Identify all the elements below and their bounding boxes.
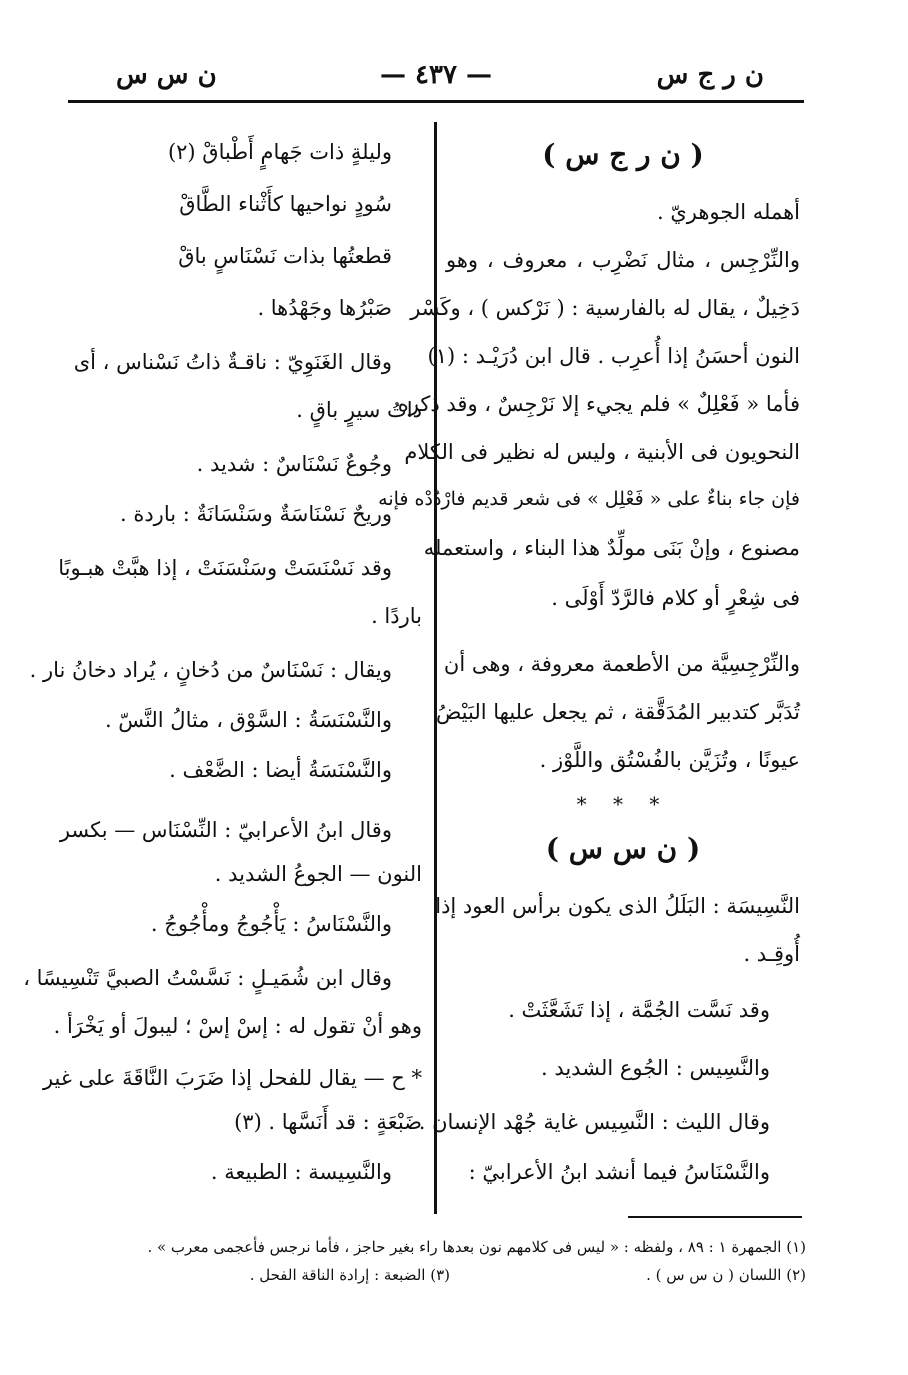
text-line: تُدَبَّر كتدبير المُدَقَّقة ، ثم يجعل عليها البَيْضُ [435, 700, 800, 724]
text-line: والنَّسْنَسَةُ : السَّوْق ، مثالُ النَّسّ . [104, 708, 392, 732]
text-line: فإن جاء بناءٌ على « فَعْلِل » فى شعر قديم فارْدُدْه فإنه [378, 488, 800, 510]
footnote-3: (٣) الضبعة : إرادة الناقة الفحل . [249, 1266, 450, 1284]
section-separator-stars: * * * [576, 792, 670, 816]
text-line: وقد نَسْنَسَتْ وسَنْسَنَتْ ، إذا هبَّتْ هبـوبًا [58, 556, 392, 580]
text-line: دَخِيلٌ ، يقال له بالفارسية : ( نَرْكس ) ، وكَسْر [410, 296, 800, 320]
text-line: أهمله الجوهريّ . [656, 200, 800, 224]
text-line: وجُوعٌ نَسْنَاسٌ : شديد . [196, 452, 392, 476]
text-line: النون أحسَنُ إذا أُعرِب . قال ابن دُرَيْـد : (١) [427, 344, 800, 368]
text-line: والنَّسْنَسَةُ أيضا : الضَّعْف . [169, 758, 392, 782]
text-line: النحويون فى الأبنية ، وليس له نظير فى الكلام [404, 440, 800, 464]
text-line: ويقال : نَسْنَاسٌ من دُخانٍ ، يُراد دخانُ نار . [29, 658, 392, 682]
text-line: النَّسِيسَة : البَلَلُ الذى يكون برأس العود إذا [435, 894, 800, 918]
text-line: فأما « فَعْلِلٌ » فلم يجيء إلا نَرْجِسٌ ، وقد ذكره [397, 392, 800, 416]
text-line: وقد نَسَّت الجُمَّة ، إذا تَشَعَّثَتْ . [508, 998, 770, 1022]
header-root-left: ن س س [116, 60, 217, 90]
text-line: وقال ابن شُمَيـلٍ : نَسَّسْتُ الصبيَّ تَنْسِيسًا ، [23, 966, 392, 990]
text-line: وقال ابنُ الأعرابيّ : النِّسْنَاس — بكسر [59, 818, 392, 842]
section-title-nrjs: ( ن ر ج س ) [542, 138, 704, 171]
verse-line: قطعتُها بذات نَسْنَاسٍ باقْ [178, 244, 392, 268]
footnote-rule [628, 1216, 802, 1218]
text-line: والنَّسِيسة : الطبيعة . [210, 1160, 392, 1184]
text-line: عيونًا ، وتُزَيَّن بالفُسْتُق واللَّوْز . [539, 748, 800, 772]
header-rule [68, 100, 804, 103]
text-line: والنِّرْجِس ، مثال نَضْرِب ، معروف ، وهو [446, 248, 800, 272]
text-line: صَبْرُها وجَهْدُها . [257, 296, 392, 320]
page-header [68, 52, 804, 102]
text-line: * ح — يقال للفحل إذا ضَرَبَ النَّاقَةَ على غير [42, 1066, 422, 1090]
text-line: ذاتُ سيرٍ باقٍ . [296, 398, 422, 422]
text-line: والنَّسْنَاسُ : يَأْجُوجُ ومأْجُوجُ . [150, 912, 392, 936]
footnote-1: (١) الجمهرة ١ : ٨٩ ، ولفظه : « ليس فى كلامهم نون بعدها راء بغير حاجز ، فأما نرجس فأعجمى معرب » . [147, 1238, 806, 1256]
text-line: فى شِعْرٍ أو كلام فالرَّدّ أَوْلَى . [551, 586, 800, 610]
text-line: باردًا . [371, 604, 422, 628]
header-root-right: ن ر ج س [656, 60, 764, 90]
text-line: والنِّرْجِسِيَّة من الأطعمة معروفة ، وهى أن [443, 652, 800, 676]
column-divider [434, 122, 437, 1214]
text-line: والنَّسْنَاسُ فيما أنشد ابنُ الأعرابيّ : [468, 1160, 770, 1184]
verse-line: وليلةٍ ذات جَهامٍ أَطْباقْ (٢) [167, 140, 392, 164]
text-line: وقال الغَنَوِيّ : ناقـةٌ ذاتُ نَسْناس ، أى [73, 350, 392, 374]
section-title-nss: ( ن س س ) [545, 832, 701, 865]
text-line: وهو أنْ تقول له : إسْ إسْ ؛ ليبولَ أو يَخْرَأ . [53, 1014, 422, 1038]
text-line: أُوقِـد . [743, 942, 800, 966]
text-line: وقال الليث : النَّسِيس غاية جُهْد الإنسان . [418, 1110, 770, 1134]
text-line: ضَبْعَةٍ : قد أَنَسَّها . (٣) [234, 1110, 422, 1134]
footnote-2: (٢) اللسان ( ن س س ) . [646, 1266, 806, 1284]
page-number: — ٤٣٧ — [379, 60, 493, 90]
text-line: مصنوع ، وإنْ بَنَى مولِّدٌ هذا البناء ، واستعمله [423, 536, 800, 560]
text-line: النون — الجوعُ الشديد . [214, 862, 422, 886]
verse-line: سُودٍ نواحيها كأَثْناء الطَّاقْ [179, 192, 392, 216]
text-line: والنَّسِيس : الجُوع الشديد . [540, 1056, 770, 1080]
text-line: وريحٌ نَسْنَاسَةٌ وسَنْسَانَةٌ : باردة . [119, 502, 392, 526]
